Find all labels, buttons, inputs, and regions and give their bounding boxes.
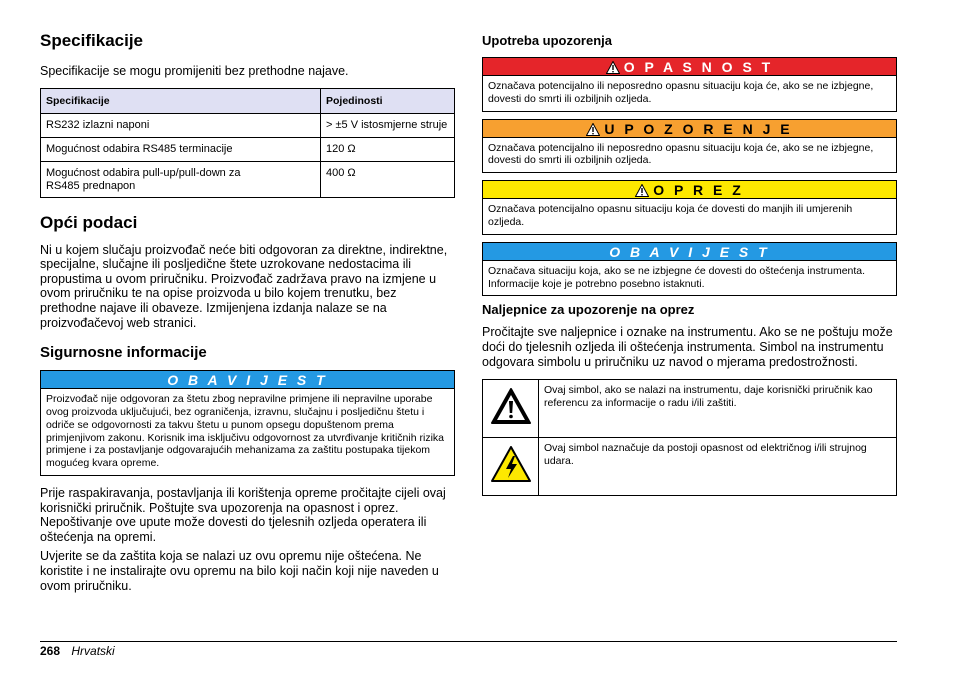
specifications-heading: Specifikacije: [40, 31, 144, 50]
danger-text: Označava potencijalno ili neposredno opasnu situaciju koja će, ako se ne izbjegne, dovesti do smrti ili ozbiljnih ozljeda.: [488, 80, 874, 105]
symbol-description: Ovaj simbol, ako se nalazi na instrumentu, daje korisnički priručnik kao referencu za informacije o radu i/ili zaštiti.: [539, 380, 897, 438]
notice-label: O B A V I J E S T: [483, 243, 896, 261]
general-info-text: Ni u kojem slučaju proizvođač neće biti odgovoran za direktne, indirektne, specijalne, slučajne ili posljedične štete uzrokovane nedostacima ili propustima u ovom priručniku. Proizvođač zadržava pravo na izmjene u ovom priručniku te na opise proizvoda u bilo kojem trenutku, bez prethodne najave ili obaveze. Izmijenjena izdanja nalaze se na proizvođačevoj web stranici.: [40, 242, 448, 330]
right-column: [482, 30, 897, 496]
precaution-labels-text: Pročitajte sve naljepnice i oznake na instrumentu. Ako se ne poštuju može doći do tjelesnih ozljeda ili oštećenja instrumenta. Simbol na instrumentu odgovara simbolu u priručniku uz navod o mjerama predostrožnosti.: [482, 325, 893, 369]
notice-label: O B A V I J E S T: [41, 371, 454, 389]
danger-label: O P A S N O S T: [623, 59, 774, 75]
table-cell: RS232 izlazni naponi: [41, 113, 321, 137]
intro-paragraph: Prije raspakiravanja, postavljanja ili korištenja opreme pročitajte cijeli ovaj korisnički priručnik. Poštujte sva upozorenja na opasnost i oprez. Nepoštivanje ove upute može dovesti do tjelesnih ozljeda operatera ili oštećenja na opremi.: [40, 485, 446, 544]
table-row: [483, 438, 897, 496]
table-header-cell: Pojedinosti: [321, 88, 455, 113]
danger-box: [482, 57, 897, 112]
warning-triangle-icon: [586, 123, 600, 136]
hazard-info-heading: Upotreba upozorenja: [482, 33, 613, 48]
precaution-labels-heading: Naljepnice za upozorenje na oprez: [482, 302, 695, 318]
protection-paragraph: Uvjerite se da zaštita koja se nalazi uz ovu opremu nije oštećena. Ne koristite i ne instalirajte ovu opremu na bilo koji način koji nije naveden u ovom priručniku.: [40, 549, 439, 593]
symbols-table: [482, 379, 897, 496]
notice-box: [40, 370, 455, 476]
table-row: [41, 113, 455, 137]
symbol-cell: [483, 380, 539, 438]
electrical-hazard-icon: [490, 445, 532, 483]
caution-box: [482, 180, 897, 235]
warning-triangle-icon: [635, 184, 649, 197]
danger-label-bar: [483, 58, 896, 76]
table-cell: 120 Ω: [321, 137, 455, 161]
warning-label: U P O Z O R E N J E: [604, 120, 793, 137]
symbol-cell: [483, 438, 539, 496]
caution-label-bar: [483, 181, 896, 199]
table-cell: > ±5 V istosmjerne struje: [321, 113, 455, 137]
table-row: [41, 137, 455, 161]
caution-text: Označava potencijalno opasnu situaciju koja će dovesti do manjih ili umjerenih ozljeda.: [488, 203, 853, 228]
notice-text: Proizvođač nije odgovoran za štetu zbog nepravilne primjene ili nepravilne uporabe ovog proizvoda uključujući, bez ograničenja, izravnu, slučajnu i posljedičnu štetu i odriče se odgovornosti za takvu štetu u punom opsegu dopuštenom prema primjenjivom zakonu. Korisnik ima isključivu odgovornost za utvrđivanje kritičnih rizika primjene i za postavljanje odgovarajućih mehanizama za zaštitu postupaka tijekom mogućeg kvara opreme.: [46, 393, 444, 470]
table-cell: Mogućnost odabira RS485 terminacije: [41, 137, 321, 161]
safety-info-heading: Sigurnosne informacije: [40, 344, 207, 362]
warning-triangle-icon: [606, 61, 620, 74]
footer-divider: [40, 641, 897, 642]
table-row: [41, 161, 455, 197]
caution-label: O P R E Z: [653, 182, 744, 199]
specifications-intro: Specifikacije se mogu promijeniti bez prethodne najave.: [40, 64, 349, 78]
table-header-cell: Specifikacije: [41, 88, 321, 113]
table-row: [483, 380, 897, 438]
warning-box: [482, 119, 897, 174]
page-number: 268: [40, 644, 61, 658]
warning-label-bar: [483, 120, 896, 138]
specifications-table: [40, 88, 455, 198]
notice-box: [482, 242, 897, 297]
warning-text: Označava potencijalno ili neposredno opasnu situaciju koja će, ako se ne izbjegne, dovesti do smrti ili ozbiljnih ozljeda.: [488, 141, 874, 167]
table-cell: 400 Ω: [321, 161, 455, 197]
page-footer: [40, 644, 115, 658]
symbol-description: Ovaj simbol naznačuje da postoji opasnost od električnog i/ili strujnog udara.: [539, 438, 897, 496]
left-column: [40, 30, 455, 593]
table-header-row: [41, 88, 455, 113]
footer-language: Hrvatski: [71, 644, 115, 658]
general-warning-icon: [490, 387, 532, 425]
general-info-heading: Opći podaci: [40, 212, 138, 232]
table-cell: Mogućnost odabira pull-up/pull-down za RS485 prednapon: [41, 161, 321, 197]
notice-text: Označava situaciju koja, ako se ne izbjegne će dovesti do oštećenja instrumenta. Informacije koje je potrebno posebno istaknuti.: [488, 264, 866, 290]
